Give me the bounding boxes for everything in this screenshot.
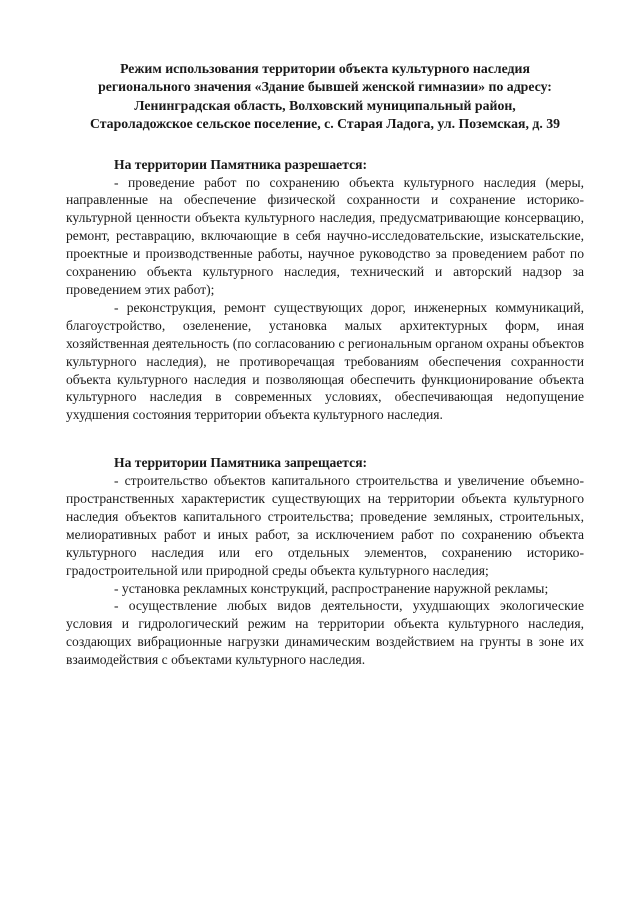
prohibited-item: - строительство объектов капитального строительства и увеличение объемно-пространственных характеристик существующих на территории объекта культурного наследия объектов капитального строительства; проведение земляных, строительных, мелиоративных работ и иных работ, за исключением работ по сохранению объекта культурного наследия или его отдельных элементов, сохранению историко-градостроительной или природной среды объекта культурного наследия; <box>66 473 584 578</box>
prohibited-section <box>66 454 584 669</box>
title-line-2: регионального значения «Здание бывшей женской гимназии» по адресу: <box>98 79 552 95</box>
allowed-item: - реконструкция, ремонт существующих дорог, инженерных коммуникаций, благоустройство, озеленение, установка малых архитектурных форм, иная хозяйственная деятельность (по согласованию с региональным органом охраны объектов культурного наследия), не противоречащая требованиям обеспечения сохранности объекта культурного наследия и позволяющая обеспечить функционирование объекта культурного наследия в современных условиях, обеспечивающая недопущение ухудшения состояния территории объекта культурного наследия. <box>66 299 584 423</box>
title-line-4: Староладожское сельское поселение, с. Старая Ладога, ул. Поземская, д. 39 <box>89 116 561 132</box>
allowed-item: - проведение работ по сохранению объекта культурного наследия (меры, направленные на обеспечение физической сохранности и сохранение историко-культурной ценности объекта культурного наследия, предусматривающие консервацию, ремонт, реставрацию, включающие в себя научно-исследовательские, изыскательские, проектные и производственные работы, научное руководство за проведением работ по сохранению объекта культурного наследия, технический и авторский надзор за проведением этих работ); <box>66 174 584 297</box>
allowed-section <box>66 156 584 425</box>
title-line-1: Режим использования территории объекта культурного наследия <box>120 61 530 76</box>
section-spacer <box>66 424 584 454</box>
prohibited-item: - осуществление любых видов деятельности, ухудшающих экологические условия и гидрологический режим на территории объекта культурного наследия, создающих вибрационные нагрузки динамическим воздействием на грунты в зоне их взаимодействия с объектами культурного наследия. <box>66 598 584 668</box>
document-title <box>66 60 584 134</box>
document-page <box>66 60 584 669</box>
prohibited-item: - установка рекламных конструкций, распространение наружной рекламы; <box>114 580 549 596</box>
title-line-3: Ленинградская область, Волховский муниципальный район, <box>134 97 516 113</box>
allowed-heading: На территории Памятника разрешается: <box>114 156 367 172</box>
prohibited-heading: На территории Памятника запрещается: <box>114 455 368 471</box>
